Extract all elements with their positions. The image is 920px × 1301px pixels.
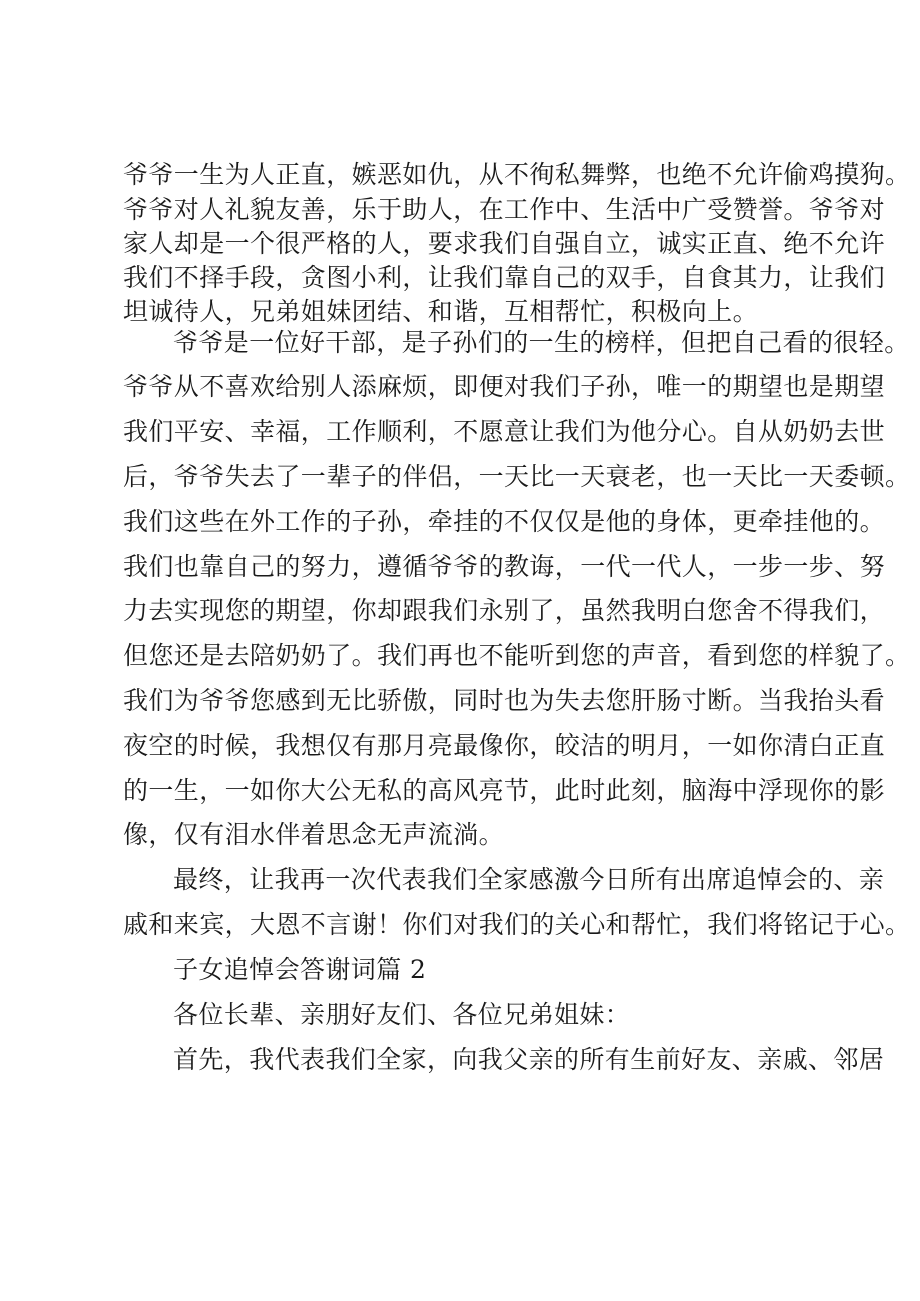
text-line: 夜空的时候，我想仅有那月亮最像你，皎洁的明月，一如你清白正直 [123,731,886,760]
text-line: 爷爷一生为人正直，嫉恶如仇，从不徇私舞弊，也绝不允许偷鸡摸狗。 [123,160,911,189]
text-line: 但您还是去陪奶奶了。我们再也不能听到您的声音，看到您的样貌了。 [123,641,911,670]
text-line: 像，仅有泪水伴着思念无声流淌。 [123,820,505,849]
text-line: 爷爷从不喜欢给别人添麻烦，即便对我们子孙，唯一的期望也是期望 [123,372,886,401]
section-heading: 子女追悼会答谢词篇 2 [173,955,427,984]
text-line: 戚和来宾，大恩不言谢！你们对我们的关心和帮忙，我们将铭记于心。 [123,910,911,939]
paragraph-start-line: 首先，我代表我们全家，向我父亲的所有生前好友、亲戚、邻居 [173,1045,885,1074]
text-line: 坦诚待人，兄弟姐妹团结、和谐，互相帮忙，积极向上。 [123,297,759,326]
text-line: 我们不择手段，贪图小利，让我们靠自己的双手，自食其力，让我们 [123,263,886,292]
text-line: 后，爷爷失去了一辈子的伴侣，一天比一天衰老，也一天比一天委顿。 [123,462,911,491]
text-line: 的一生，一如你大公无私的高风亮节，此时此刻，脑海中浮现你的影 [123,776,886,805]
text-line: 力去实现您的期望，你却跟我们永别了，虽然我明白您舍不得我们， [123,596,886,625]
text-line: 我们为爷爷您感到无比骄傲，同时也为失去您肝肠寸断。当我抬头看 [123,686,886,715]
paragraph-start-line: 爷爷是一位好干部，是子孙们的一生的榜样，但把自己看的很轻。 [173,328,910,357]
text-line: 我们平安、幸福，工作顺利，不愿意让我们为他分心。自从奶奶去世 [123,417,886,446]
text-line: 我们也靠自己的努力，遵循爷爷的教诲，一代一代人，一步一步、努 [123,552,886,581]
salutation-line: 各位长辈、亲朋好友们、各位兄弟姐妹： [173,1000,631,1029]
paragraph-start-line: 最终，让我再一次代表我们全家感激今日所有出席追悼会的、亲 [173,865,885,894]
text-line: 家人却是一个很严格的人，要求我们自强自立，诚实正直、绝不允许 [123,229,886,258]
text-line: 爷爷对人礼貌友善，乐于助人，在工作中、生活中广受赞誉。爷爷对 [123,195,886,224]
text-line: 我们这些在外工作的子孙，牵挂的不仅仅是他的身体，更牵挂他的。 [123,507,886,536]
